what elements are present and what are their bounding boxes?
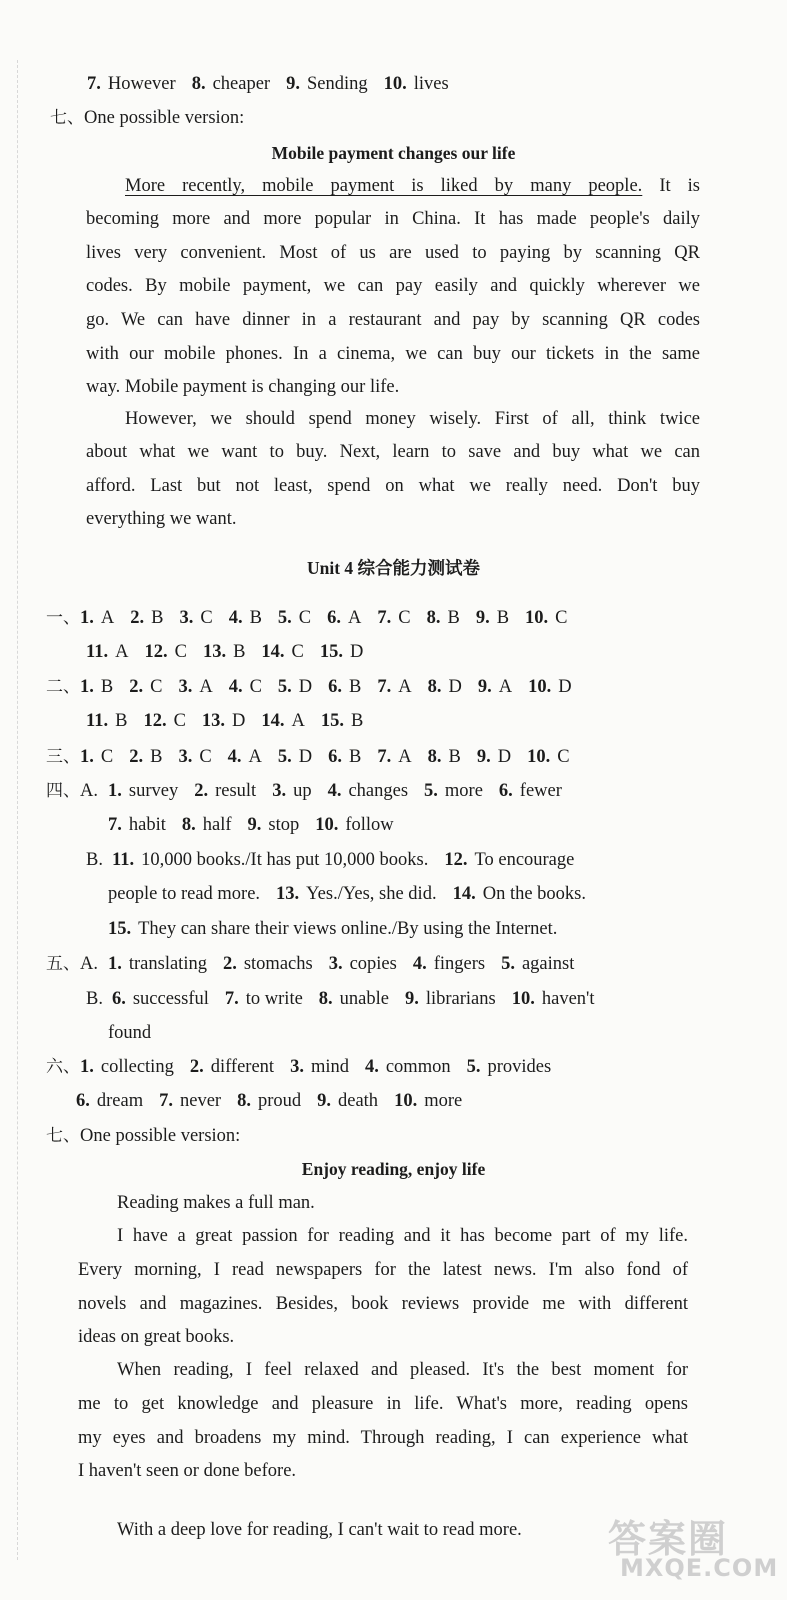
answer-word: However <box>107 74 176 94</box>
section-marker: 四、 <box>46 781 80 801</box>
section-marker: 六、 <box>46 1057 80 1077</box>
unit-heading: Unit 4 综合能力测试卷 <box>306 558 481 578</box>
essay-title: Mobile payment changes our life <box>271 143 516 163</box>
answer-number: 10. <box>383 74 407 94</box>
answer-row: 三、1. C 2. B 3. C 4. A 5. D 6. B 7. A 8. B 9. D 10. C <box>46 747 570 767</box>
essay-line: about what we want to buy. Next, learn to save and buy what we can <box>86 442 700 462</box>
essay-line: Every morning, I read newspapers for the latest news. I'm also fond of <box>78 1260 688 1280</box>
answer-row: B. 11. 10,000 books./It has put 10,000 books. 12. To encourage <box>86 850 575 870</box>
answer-row: 一、1. A 2. B 3. C 4. B 5. C 6. A 7. C 8. B 9. B 10. C <box>46 608 568 628</box>
essay-intro-line <box>0 1119 787 1153</box>
essay-intro: One possible version: <box>80 1126 241 1146</box>
section-marker: 五、 <box>46 954 80 974</box>
essay-line: me to get knowledge and pleasure in life. What's more, reading opens <box>78 1394 688 1414</box>
answer-number: 7. <box>87 74 101 94</box>
essay-line: However, we should spend money wisely. First of all, think twice <box>125 409 700 429</box>
answer-row: people to read more. 13. Yes./Yes, she did. 14. On the books. <box>108 884 586 904</box>
essay-text: It is <box>642 176 701 196</box>
section-marker: 三、 <box>46 747 80 767</box>
essay-intro-line <box>0 101 787 135</box>
essay-line: I haven't seen or done before. <box>78 1461 297 1481</box>
underlined-sentence: More recently, mobile payment is liked by many people. <box>125 176 643 196</box>
answer-row: 7. habit 8. half 9. stop 10. follow <box>108 815 394 835</box>
answer-row: found <box>108 1023 152 1043</box>
part-label: B. <box>86 850 103 870</box>
section-marker: 二、 <box>46 677 80 697</box>
essay-line: lives very convenient. Most of us are used to paying by scanning QR <box>86 243 700 263</box>
essay-line: go. We can have dinner in a restaurant and pay by scanning QR codes <box>86 310 700 330</box>
answer-number: 8. <box>191 74 206 94</box>
answer-row-top <box>0 67 787 101</box>
essay-line: way. Mobile payment is changing our life. <box>86 377 400 397</box>
watermark-text: 答案圈 <box>608 1517 729 1561</box>
answer-row: B. 6. successful 7. to write 8. unable 9. librarians 10. haven't <box>86 989 595 1009</box>
answer-row: 15. They can share their views online./By using the Internet. <box>108 919 558 939</box>
essay-line: I have a great passion for reading and it has become part of my life. <box>117 1226 688 1246</box>
essay-line: Reading makes a full man. <box>117 1193 315 1213</box>
essay-line: codes. By mobile payment, we can pay easily and quickly wherever we <box>86 276 700 296</box>
answer-row: 五、A. 1. translating 2. stomachs 3. copies 4. fingers 5. against <box>46 954 575 974</box>
essay-line: novels and magazines. Besides, book reviews provide me with different <box>78 1294 688 1314</box>
answer-number: 9. <box>286 74 300 94</box>
essay-line: becoming more and more popular in China. It has made people's daily <box>86 209 700 229</box>
section-marker: 一、 <box>46 608 80 628</box>
answer-word: Sending <box>306 74 368 94</box>
section-marker: 七、 <box>46 1126 80 1146</box>
essay-line: When reading, I feel relaxed and pleased. It's the best moment for <box>117 1360 688 1380</box>
answer-word: lives <box>413 74 449 94</box>
essay-line <box>125 169 700 203</box>
answer-word: cheaper <box>212 74 271 94</box>
answer-row: 六、1. collecting 2. different 3. mind 4. common 5. provides <box>46 1057 552 1077</box>
answer-row: 二、1. B 2. C 3. A 4. C 5. D 6. B 7. A 8. D 9. A 10. D <box>46 677 572 697</box>
essay-line: with our mobile phones. In a cinema, we can buy our tickets in the same <box>86 344 700 364</box>
essay-title: Enjoy reading, enjoy life <box>301 1159 486 1179</box>
essay-line: my eyes and broadens my mind. Through reading, I can experience what <box>78 1428 688 1448</box>
part-label: A. <box>80 781 98 801</box>
essay-line: ideas on great books. <box>78 1327 235 1347</box>
part-label: B. <box>86 989 103 1009</box>
watermark-url: MXQE.COM <box>620 1554 779 1582</box>
essay-line: afford. Last but not least, spend on what we really need. Don't buy <box>86 476 700 496</box>
part-label: A. <box>80 954 98 974</box>
answer-row: 11. A 12. C 13. B 14. C 15. D <box>86 642 364 662</box>
essay-line: With a deep love for reading, I can't wait to read more. <box>117 1520 522 1540</box>
answer-row: 6. dream 7. never 8. proud 9. death 10. more <box>76 1091 463 1111</box>
essay-intro: One possible version: <box>84 108 245 128</box>
section-marker: 七、 <box>50 108 84 128</box>
watermark-logo <box>600 1508 784 1598</box>
answer-row: 11. B 12. C 13. D 14. A 15. B <box>86 711 364 731</box>
answer-row: 四、A. 1. survey 2. result 3. up 4. changes 5. more 6. fewer <box>46 781 562 801</box>
essay-line: everything we want. <box>86 509 237 529</box>
